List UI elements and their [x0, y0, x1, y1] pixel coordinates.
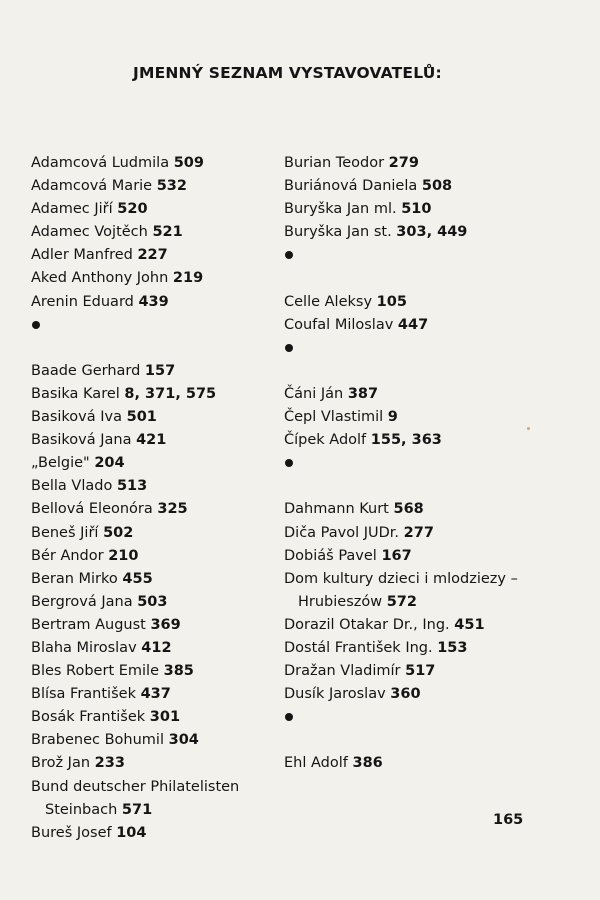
exhibit-number: 571 [121, 801, 153, 818]
exhibitor-name: Adamcová Marie [31, 178, 153, 195]
exhibitor-name: Basika Karel [31, 385, 120, 402]
exhibitor-name: Arenin Eduard [31, 293, 134, 310]
exhibit-number: 104 [116, 824, 147, 841]
exhibitor-name: Bertram August [31, 616, 146, 633]
exhibit-number: 387 [347, 385, 379, 402]
bullet-dot [285, 459, 293, 467]
exhibit-number: 369 [150, 616, 181, 633]
exhibit-number: 572 [386, 593, 417, 610]
exhibitor-name: Brož Jan [31, 755, 91, 772]
index-entry [284, 314, 584, 337]
exhibit-number: 325 [157, 501, 188, 518]
exhibitor-name: Hrubieszów [298, 593, 383, 610]
exhibit-number: 360 [390, 686, 421, 703]
index-entry [284, 198, 584, 221]
exhibit-number: 157 [144, 362, 176, 379]
index-entry [31, 545, 276, 568]
exhibitor-name: Ehl Adolf [284, 755, 348, 772]
exhibitor-name: Dorazil Otakar Dr., Ing. [284, 616, 450, 633]
index-entry [31, 198, 276, 221]
index-entry [284, 383, 584, 406]
exhibit-number: 455 [122, 570, 153, 587]
index-entry [31, 475, 276, 498]
exhibit-number: 304 [168, 732, 199, 749]
exhibit-number: 386 [352, 755, 383, 772]
index-entry [284, 545, 584, 568]
exhibit-number: 277 [403, 524, 434, 541]
index-entry [31, 614, 276, 637]
exhibitor-name: Adamec Jiří [31, 201, 113, 218]
exhibit-number: 227 [137, 247, 168, 264]
exhibit-number: 503 [137, 593, 168, 610]
exhibit-number: 521 [152, 224, 183, 241]
exhibit-number: 301 [149, 709, 181, 726]
index-entry [284, 522, 584, 545]
index-entry [31, 660, 276, 683]
index-entry [284, 221, 584, 244]
index-entry [284, 752, 584, 775]
exhibit-number: 279 [388, 155, 419, 171]
index-entry [31, 822, 276, 845]
exhibitor-name: Basiková Iva [31, 409, 122, 426]
index-entry [284, 291, 584, 314]
exhibit-number: 513 [116, 478, 148, 495]
exhibit-number: 421 [136, 432, 167, 449]
exhibitor-name: Brabenec Bohumil [31, 732, 164, 749]
exhibit-number: 167 [381, 547, 412, 564]
exhibit-number: 451 [454, 616, 485, 633]
exhibitor-name: Bund deutscher Philatelisten [31, 778, 240, 795]
exhibit-number: 385 [163, 663, 194, 680]
exhibit-number: 510 [401, 201, 432, 218]
index-entry [31, 799, 276, 822]
right-column [284, 152, 584, 776]
exhibitor-name: Blaha Miroslav [31, 639, 137, 656]
bullet-dot [285, 344, 293, 352]
index-entry [284, 683, 584, 706]
exhibitor-name: Bér Andor [31, 547, 104, 564]
exhibitor-name: Coufal Miloslav [284, 316, 394, 333]
exhibitor-name: Diča Pavol JUDr. [284, 524, 400, 541]
exhibitor-name: Čáni Ján [284, 385, 344, 402]
index-entry [31, 752, 276, 775]
bullet-dot [285, 713, 293, 721]
exhibit-number: 568 [393, 501, 424, 518]
exhibitor-name: Čepl Vlastimil [284, 409, 384, 426]
exhibitor-name: Bellová Eleonóra [31, 501, 153, 518]
index-entry [284, 614, 584, 637]
exhibitor-name: Beneš Jiří [31, 524, 99, 541]
exhibit-number: 8, 371, 575 [124, 385, 217, 402]
exhibitor-name: Basiková Jana [31, 432, 132, 449]
exhibit-number: 437 [140, 686, 171, 703]
index-entry [31, 244, 276, 267]
exhibitor-name: Adamec Vojtěch [31, 224, 148, 241]
index-entry [31, 267, 276, 290]
index-entry [284, 498, 584, 521]
exhibitor-name: Steinbach [45, 801, 118, 818]
index-entry [31, 683, 276, 706]
index-entry [284, 175, 584, 198]
exhibit-number: 509 [173, 155, 204, 171]
exhibit-number: 501 [126, 409, 157, 426]
bullet-dot [32, 321, 40, 329]
section-bullet [284, 244, 584, 290]
section-bullet [31, 314, 276, 360]
exhibitor-name: Bergrová Jana [31, 593, 133, 610]
exhibitor-name: Bles Robert Emile [31, 663, 160, 680]
index-entry [284, 406, 584, 429]
exhibitor-name: Dom kultury dzieci i mlodziezy – [284, 570, 518, 587]
page-heading: JMENNÝ SEZNAM VYSTAVOVATELŮ: [133, 64, 442, 82]
index-entry [31, 637, 276, 660]
index-entry [31, 360, 276, 383]
exhibit-number: 105 [376, 293, 407, 310]
exhibit-number: 520 [117, 201, 148, 218]
exhibitor-name: Buryška Jan st. [284, 224, 392, 241]
index-entry [284, 637, 584, 660]
section-bullet [284, 337, 584, 383]
exhibit-number: 9 [387, 409, 398, 426]
index-entry [284, 429, 584, 452]
exhibitor-name: Bosák František [31, 709, 146, 726]
exhibitor-name: Blísa František [31, 686, 136, 703]
index-entry [31, 221, 276, 244]
index-entry [284, 660, 584, 683]
exhibit-number: 233 [94, 755, 125, 772]
exhibit-number: 412 [141, 639, 172, 656]
exhibitor-name: Adamcová Ludmila [31, 155, 170, 171]
exhibitor-name: Dusík Jaroslav [284, 686, 386, 703]
exhibit-number: 155, 363 [370, 432, 442, 449]
exhibitor-name: Bureš Josef [31, 824, 112, 841]
left-column [31, 152, 276, 845]
index-entry [31, 383, 276, 406]
exhibit-number: 219 [172, 270, 204, 287]
exhibitor-name: Celle Aleksy [284, 293, 373, 310]
exhibitor-name: Baade Gerhard [31, 362, 141, 379]
index-entry [284, 591, 584, 614]
exhibit-number: 508 [421, 178, 453, 195]
index-entry [31, 152, 276, 175]
exhibit-number: 439 [138, 293, 169, 310]
index-entry [31, 568, 276, 591]
index-entry [31, 291, 276, 314]
exhibitor-name: Dobiáš Pavel [284, 547, 377, 564]
bullet-dot [285, 251, 293, 259]
index-entry [31, 406, 276, 429]
exhibit-number: 447 [397, 316, 429, 333]
page-number: 165 [493, 812, 524, 828]
index-entry [31, 522, 276, 545]
exhibitor-name: Buryška Jan ml. [284, 201, 397, 218]
exhibit-number: 210 [108, 547, 139, 564]
index-entry [31, 591, 276, 614]
exhibitor-name: Aked Anthony John [31, 270, 169, 287]
index-entry [31, 429, 276, 452]
exhibitor-name: Dostál František Ing. [284, 639, 433, 656]
exhibitor-name: Dahmann Kurt [284, 501, 389, 518]
exhibitor-name: Adler Manfred [31, 247, 133, 264]
exhibitor-name: „Belgie" [31, 455, 90, 472]
exhibitor-name: Buriánová Daniela [284, 178, 418, 195]
section-bullet [284, 452, 584, 498]
exhibit-number: 517 [405, 663, 436, 680]
section-bullet [284, 706, 584, 752]
index-entry [31, 452, 276, 475]
paper-speck [527, 427, 530, 430]
exhibit-number: 502 [103, 524, 134, 541]
exhibit-number: 303, 449 [396, 224, 468, 241]
index-entry [31, 706, 276, 729]
index-entry [31, 776, 276, 799]
exhibit-number: 153 [437, 639, 468, 656]
exhibitor-name: Dražan Vladimír [284, 663, 401, 680]
exhibit-number: 532 [156, 178, 187, 195]
exhibitor-name: Bella Vlado [31, 478, 113, 495]
index-entry [31, 729, 276, 752]
exhibitor-name: Burian Teodor [284, 155, 385, 171]
index-entry [31, 498, 276, 521]
exhibit-number: 204 [94, 455, 125, 472]
exhibitor-name: Čípek Adolf [284, 432, 367, 449]
exhibitor-name: Beran Mirko [31, 570, 118, 587]
index-entry [31, 175, 276, 198]
index-entry [284, 568, 584, 591]
index-entry [284, 152, 584, 175]
